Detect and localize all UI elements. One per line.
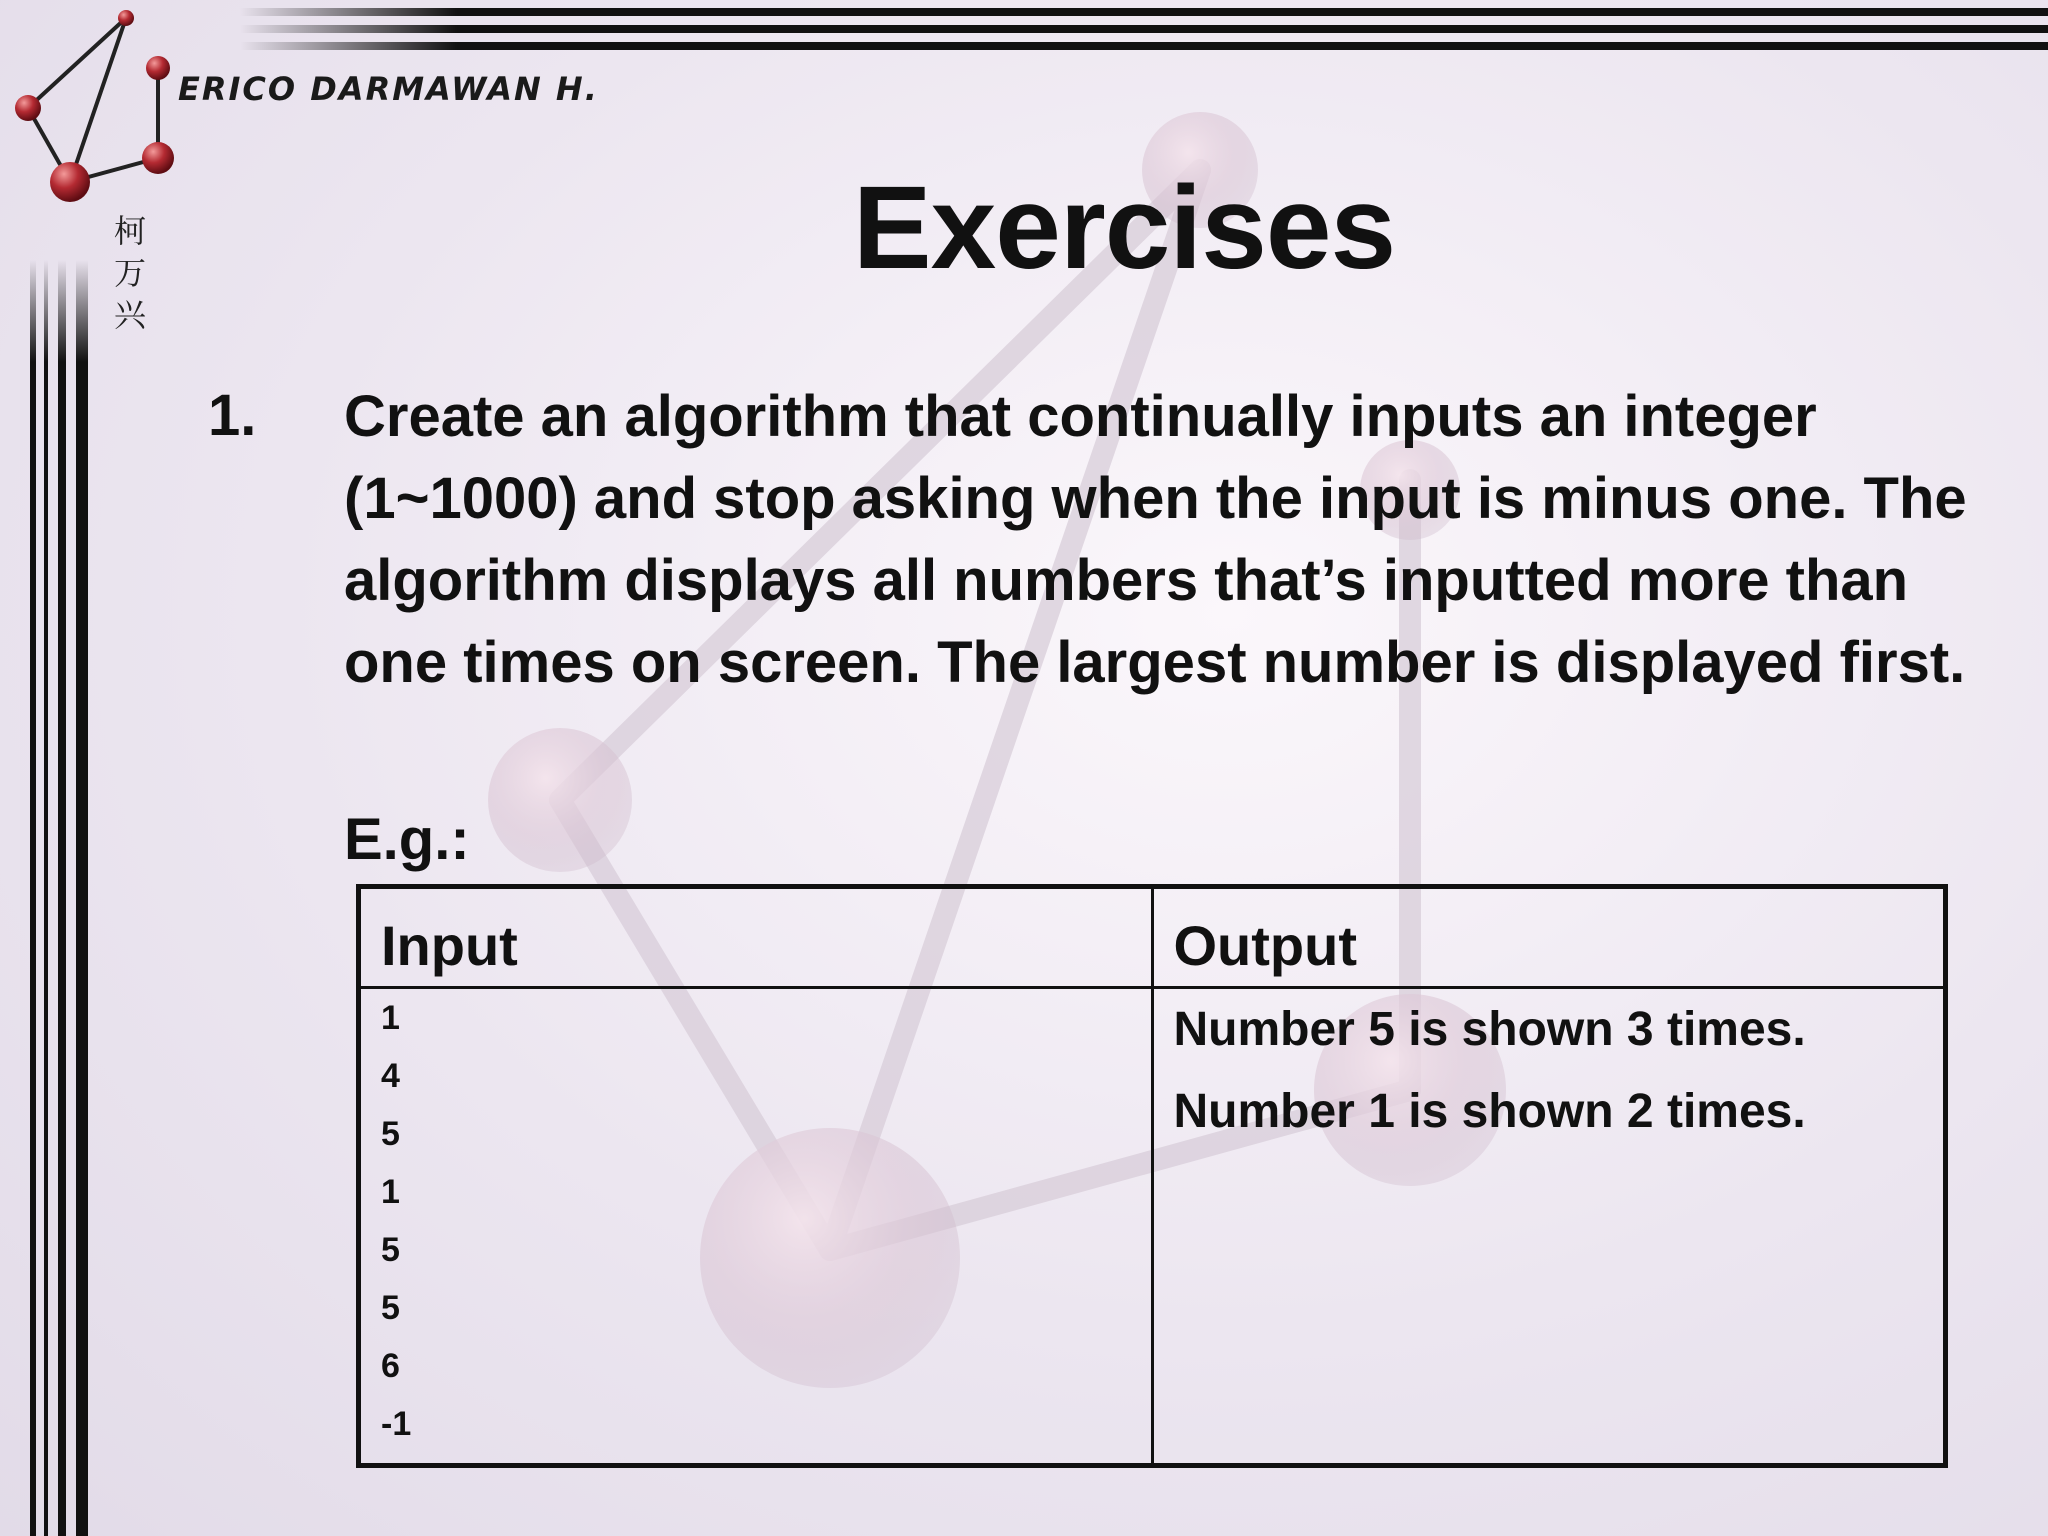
list-item-number: 1. — [208, 383, 257, 448]
output-line: Number 5 is shown 3 times. — [1173, 1003, 1806, 1056]
output-column-header: Output — [1152, 888, 1945, 988]
output-cell — [1152, 988, 1945, 1465]
example-table — [358, 886, 1946, 1466]
molecule-logo-icon — [15, 10, 174, 202]
input-value: 4 — [381, 1057, 400, 1095]
input-value: 5 — [381, 1115, 400, 1153]
input-value: 1 — [381, 999, 400, 1037]
slide-title: Exercises — [852, 162, 1396, 294]
example-label: E.g.: — [344, 807, 470, 872]
input-value: 1 — [381, 1173, 400, 1211]
cjk-char: 兴 — [113, 296, 146, 334]
output-line: Number 1 is shown 2 times. — [1173, 1085, 1806, 1138]
cjk-char: 柯 — [113, 212, 146, 250]
exercise-description: Create an algorithm that continually inputs an integer (1~1000) and stop asking when the input is minus one. The algorithm displays all numbers that’s inputted more than one times on screen. The largest number is displayed first. — [344, 384, 1967, 695]
table-header-row — [360, 888, 1945, 988]
input-value: 6 — [381, 1347, 400, 1385]
author-name: ERICO DARMAWAN H. — [178, 70, 599, 108]
input-cell — [360, 988, 1153, 1465]
input-column-header: Input — [360, 888, 1153, 988]
input-value: -1 — [381, 1405, 412, 1443]
cjk-name — [110, 210, 150, 336]
input-value: 5 — [381, 1289, 400, 1327]
left-decor-bars — [28, 260, 98, 1536]
top-decor-bars — [240, 8, 2048, 59]
table-row — [360, 988, 1945, 1465]
input-value: 5 — [381, 1231, 400, 1269]
cjk-char: 万 — [113, 254, 146, 292]
